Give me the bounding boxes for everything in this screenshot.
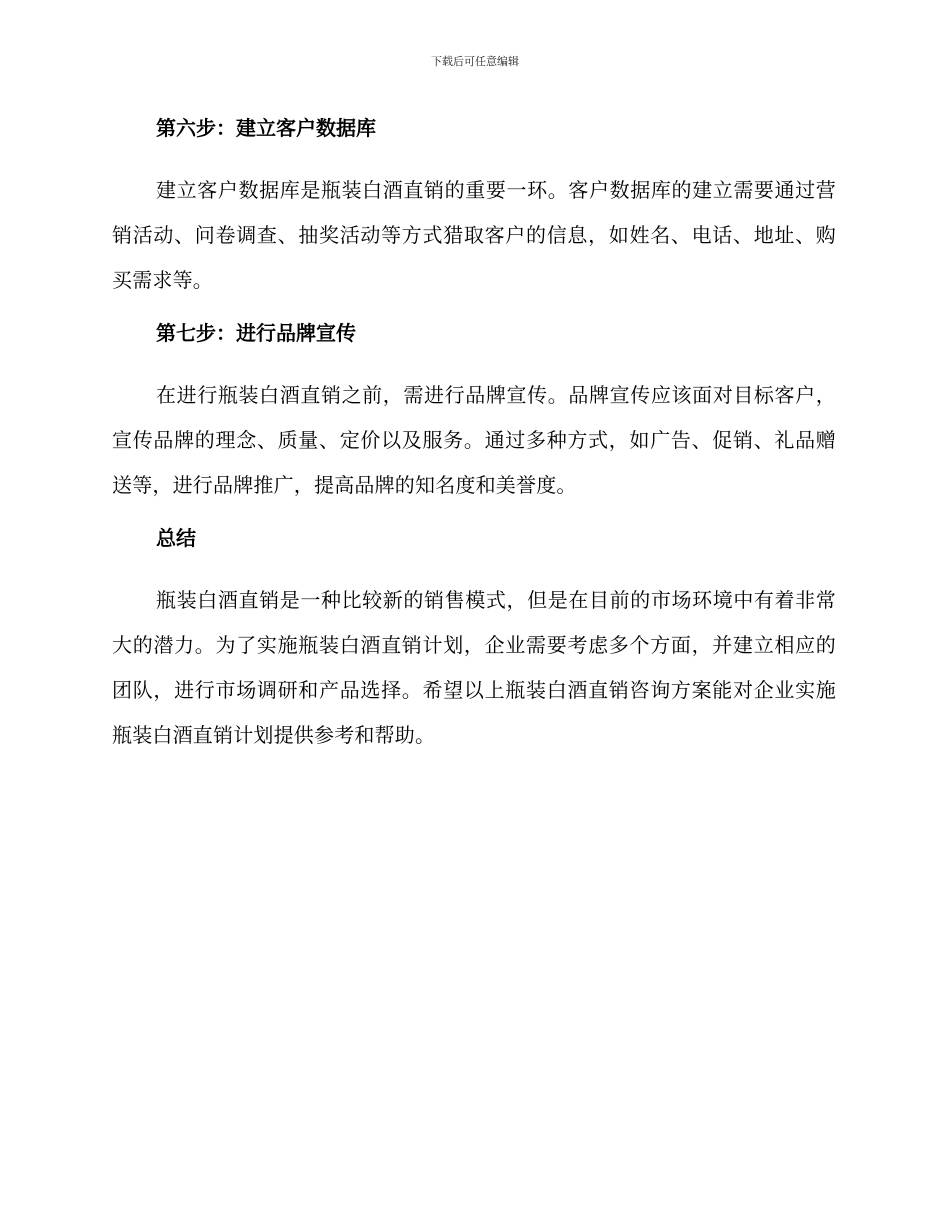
section-step-six [112, 110, 836, 303]
section-summary [112, 520, 836, 758]
page-header: 下载后可任意编辑 [431, 55, 519, 68]
section-paragraph: 在进行瓶装白酒直销之前，需进行品牌宣传。品牌宣传应该面对目标客户，宣传品牌的理念、质量、定价以及服务。通过多种方式，如广告、促销、礼品赠送等，进行品牌推广，提高品牌的知名度和美誉度。 [112, 383, 836, 497]
section-paragraph: 瓶装白酒直销是一种比较新的销售模式，但是在目前的市场环境中有着非常大的潜力。为了实施瓶装白酒直销计划，企业需要考虑多个方面，并建立相应的团队，进行市场调研和产品选择。希望以上瓶装白酒直销咨询方案能对企业实施瓶装白酒直销计划提供参考和帮助。 [112, 588, 836, 747]
document-body [112, 110, 836, 758]
section-heading: 第七步：进行品牌宣传 [156, 321, 356, 345]
section-paragraph: 建立客户数据库是瓶装白酒直销的重要一环。客户数据库的建立需要通过营销活动、问卷调查、抽奖活动等方式猎取客户的信息，如姓名、电话、地址、购买需求等。 [112, 178, 836, 292]
section-heading: 总结 [156, 526, 196, 550]
section-step-seven [112, 315, 836, 508]
section-heading: 第六步：建立客户数据库 [156, 116, 376, 140]
